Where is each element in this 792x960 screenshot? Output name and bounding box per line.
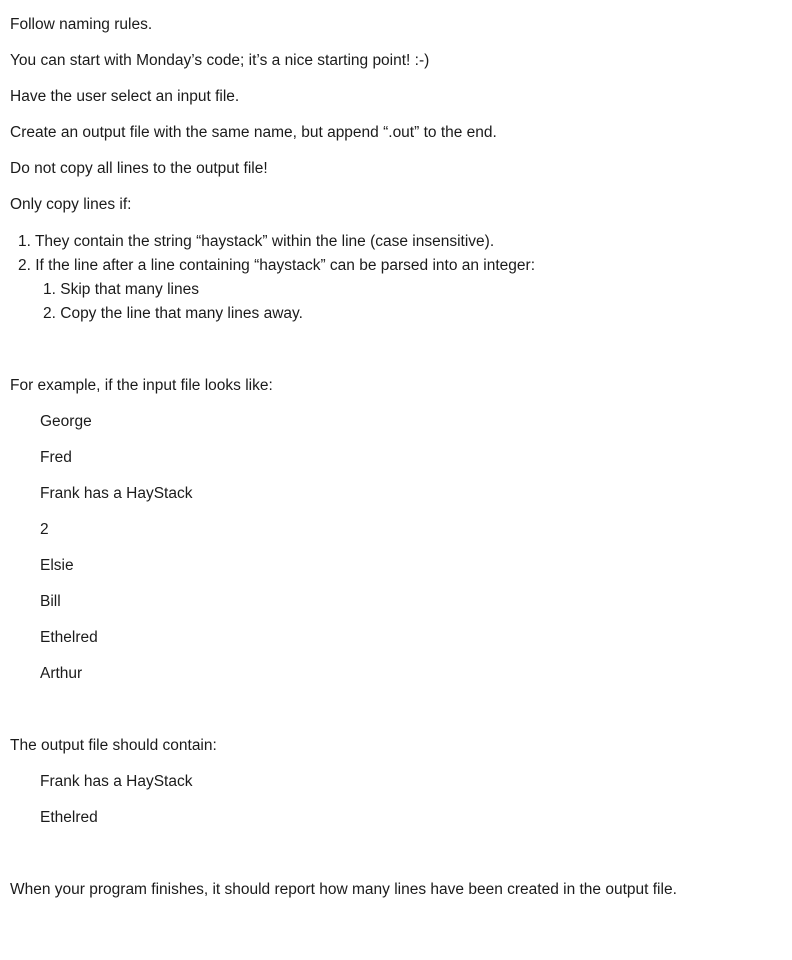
example-intro: For example, if the input file looks like: <box>10 377 273 394</box>
paragraph-naming-rules: Follow naming rules. <box>10 16 153 33</box>
output-line: Ethelred <box>40 809 98 826</box>
sub-rule-text: Copy the line that many lines away. <box>60 305 303 322</box>
sub-rule-item <box>43 302 780 326</box>
paragraph-select-input: Have the user select an input file. <box>10 88 240 105</box>
rule-number: 1. <box>18 233 31 250</box>
spacer <box>10 699 780 735</box>
example-line: Ethelred <box>40 629 98 646</box>
rule-number: 2. <box>18 257 31 274</box>
rule-text: If the line after a line containing “haystack” can be parsed into an integer: <box>35 257 535 274</box>
closing-paragraph: When your program finishes, it should report how many lines have been created in the output file. <box>10 881 677 898</box>
example-line: 2 <box>40 521 49 538</box>
assignment-document <box>10 14 780 915</box>
sub-rule-number: 2. <box>43 305 56 322</box>
rule-item <box>18 254 780 326</box>
example-line: Elsie <box>40 557 74 574</box>
example-line: George <box>40 413 92 430</box>
spacer <box>10 843 780 879</box>
paragraph-only-copy: Only copy lines if: <box>10 196 132 213</box>
paragraph-create-output: Create an output file with the same name, but append “.out” to the end. <box>10 124 497 141</box>
example-line: Arthur <box>40 665 83 682</box>
paragraph-start-code: You can start with Monday’s code; it’s a nice starting point! :-) <box>10 52 430 69</box>
rule-text: They contain the string “haystack” within the line (case insensitive). <box>34 233 495 250</box>
rules-list <box>18 230 780 326</box>
paragraph-do-not-copy: Do not copy all lines to the output file! <box>10 160 268 177</box>
sub-rule-text: Skip that many lines <box>60 281 199 298</box>
example-line: Bill <box>40 593 61 610</box>
example-line: Fred <box>40 449 72 466</box>
sub-rule-item <box>43 278 780 302</box>
output-intro: The output file should contain: <box>10 737 217 754</box>
spacer <box>10 326 780 375</box>
output-line: Frank has a HayStack <box>40 773 193 790</box>
sub-rule-number: 1. <box>43 281 56 298</box>
sub-rules-list <box>43 278 780 326</box>
example-line: Frank has a HayStack <box>40 485 193 502</box>
rule-item <box>18 230 780 254</box>
